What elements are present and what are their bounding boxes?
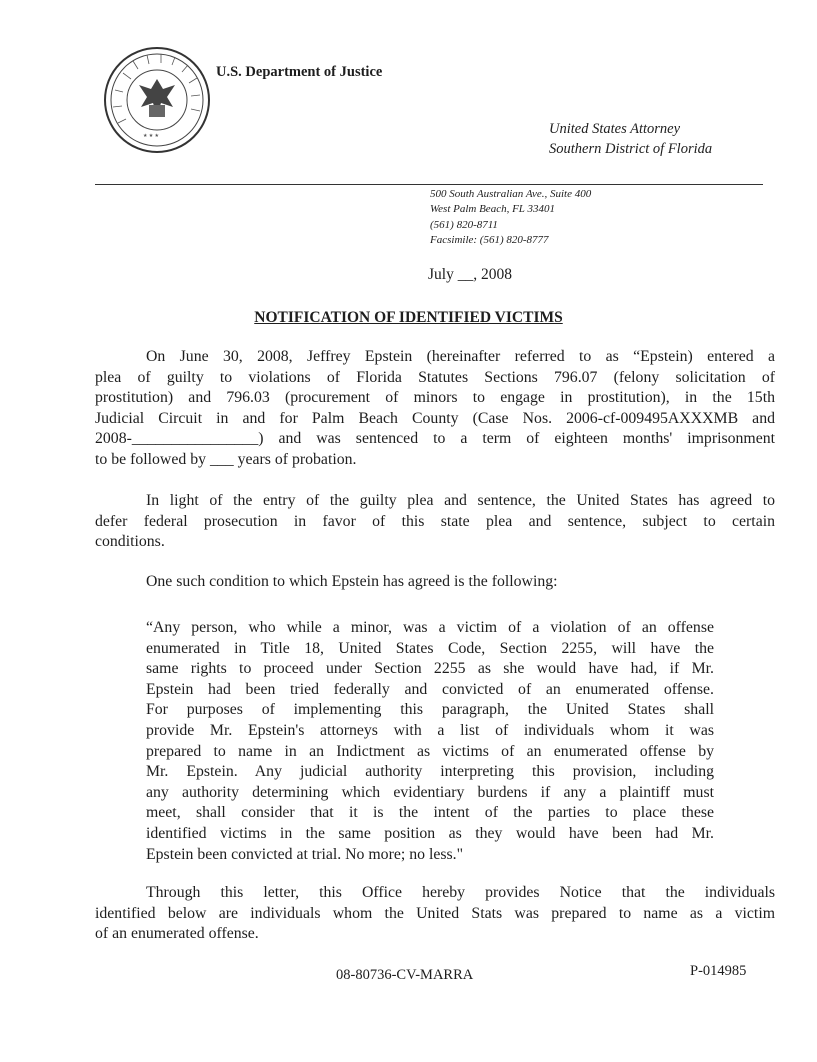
quote-line: Epstein been convicted at trial. No more; no less."	[146, 845, 464, 863]
agency-name: U.S. Department of Justice	[216, 64, 383, 80]
quote-line: “Any person, who while a minor, was a victim of a violation of an offense	[146, 619, 714, 636]
footer-bates-number: P-014985	[690, 963, 747, 979]
text-line: conditions.	[95, 533, 165, 551]
quote-line: enumerated in Title 18, United States Code, Section 2255, will have the	[146, 639, 714, 657]
fax-line: Facsimile: (561) 820-8777	[430, 233, 549, 246]
quote-line: Mr. Epstein. Any judicial authority interpreting this provision, including	[146, 763, 714, 781]
text-line: 2008-________________) and was sentenced to a term of eighteen months' imprisonment	[95, 430, 775, 448]
quote-line: provide Mr. Epstein's attorneys with a list of individuals whom it was	[146, 721, 714, 739]
quote-line: For purposes of implementing this paragraph, the United States shall	[146, 701, 714, 719]
address-block	[430, 187, 591, 248]
paragraph-condition-intro: One such condition to which Epstein has agreed is the following:	[146, 573, 558, 590]
quote-line: prepared to name in an Indictment as victims of an enumerated offense by	[146, 742, 714, 760]
office-block	[549, 119, 712, 159]
text-line: identified below are individuals whom the United Stats was prepared to name as a victim	[95, 904, 775, 922]
text-line: In light of the entry of the guilty plea and sentence, the United States has agreed to	[146, 492, 775, 509]
quote-line: meet, shall consider that it is the intent of the parties to place these	[146, 804, 714, 822]
text-line: Through this letter, this Office hereby provides Notice that the individuals	[146, 884, 775, 901]
office-district: Southern District of Florida	[549, 141, 713, 157]
document-title: NOTIFICATION OF IDENTIFIED VICTIMS	[254, 309, 563, 326]
svg-text:★ ★ ★: ★ ★ ★	[143, 134, 159, 139]
paragraph-deferral	[95, 491, 775, 553]
text-line: prostitution) and 796.03 (procurement of minors to engage in prostitution), in the 15th	[95, 389, 775, 407]
quote-line: same rights to proceed under Section 2255 as she would have had, if Mr.	[146, 660, 714, 678]
footer-case-number: 08-80736-CV-MARRA	[336, 967, 474, 983]
doj-seal-icon	[103, 45, 211, 155]
address-line: 500 South Australian Ave., Suite 400	[430, 188, 592, 200]
phone-line: (561) 820-8711	[430, 218, 498, 231]
text-line: On June 30, 2008, Jeffrey Epstein (hereinafter referred to as “Epstein) entered a	[146, 348, 775, 365]
quote-line: identified victims in the same position as they would have been had Mr.	[146, 824, 714, 842]
text-line: Judicial Circuit in and for Palm Beach County (Case Nos. 2006-cf-009495AXXXMB and	[95, 409, 775, 427]
text-line: defer federal prosecution in favor of this state plea and sentence, subject to certain	[95, 512, 775, 530]
text-line: to be followed by ___ years of probation.	[95, 450, 357, 468]
quote-line: Epstein had been tried federally and convicted of an enumerated offense.	[146, 680, 714, 698]
text-line: plea of guilty to violations of Florida Statutes Sections 796.07 (felony solicitation of	[95, 368, 775, 386]
block-quote	[146, 618, 714, 865]
text-line: of an enumerated offense.	[95, 925, 259, 943]
paragraph-notice	[95, 883, 775, 945]
quote-line: any authority determining which evidentiary burdens if any a plaintiff must	[146, 783, 714, 801]
header-divider	[95, 184, 763, 185]
paragraph-plea	[95, 347, 775, 471]
letter-date: July __, 2008	[428, 266, 512, 283]
office-title: United States Attorney	[549, 121, 681, 137]
address-line: West Palm Beach, FL 33401	[430, 203, 555, 216]
